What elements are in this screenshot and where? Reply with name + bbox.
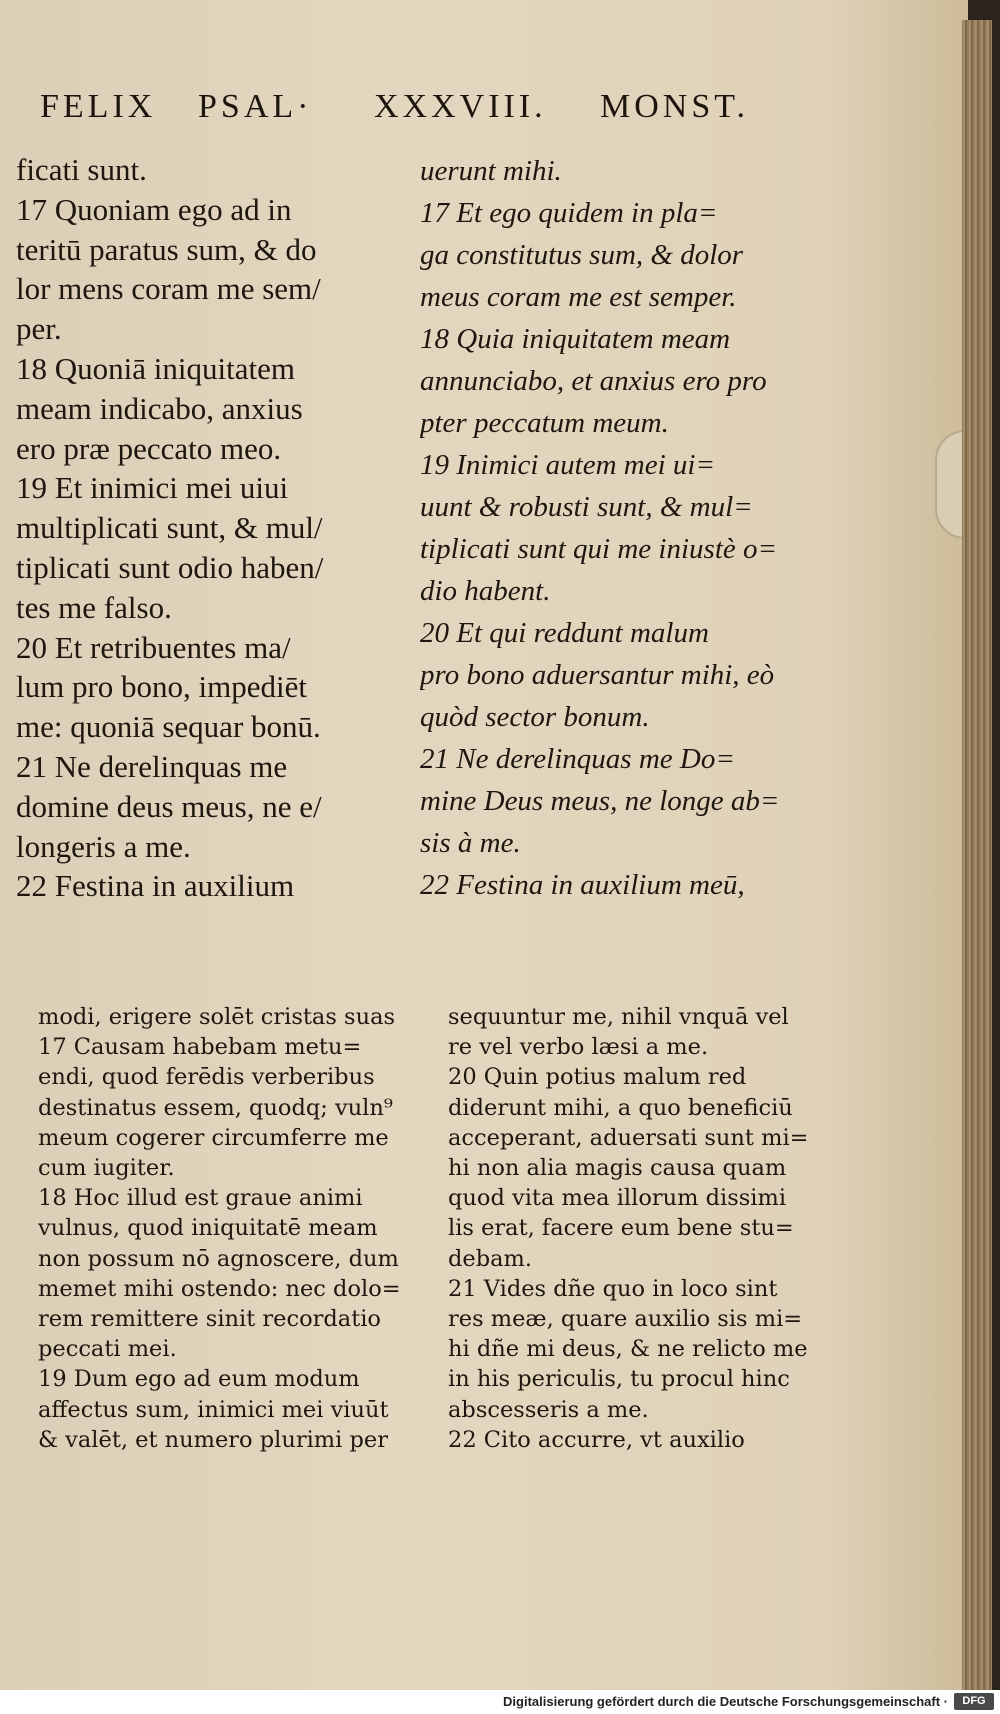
text-line: annunciabo, et anxius ero pro xyxy=(420,365,767,397)
text-line: 17 Causam habebam metu= xyxy=(38,1034,362,1061)
text-line: 20 Et qui reddunt malum xyxy=(420,617,709,649)
header-psal: PSAL· xyxy=(198,88,313,125)
text-line: domine deus meus, ne e/ xyxy=(16,788,322,824)
text-line: 21 Vides dñe quo in loco sint xyxy=(448,1275,778,1302)
text-line: ero præ peccato meo. xyxy=(16,430,282,466)
commentary-left-column xyxy=(38,1002,428,1455)
latin-vulgate-column xyxy=(16,150,396,906)
text-line: 22 Cito accurre, vt auxilio xyxy=(448,1426,745,1453)
text-line: 18 Quia iniquitatem meam xyxy=(420,323,731,355)
text-line: tiplicati sunt odio haben/ xyxy=(16,549,324,585)
text-line: pro bono aduersantur mihi, eò xyxy=(420,659,775,691)
text-line: in his periculis, tu procul hinc xyxy=(448,1366,790,1393)
text-line: uerunt mihi. xyxy=(420,155,562,187)
text-line: acceperant, aduersati sunt mi= xyxy=(448,1124,809,1151)
header-left: FELIX xyxy=(40,88,157,125)
text-line: me: quoniā sequar bonū. xyxy=(16,709,321,745)
text-line: sequuntur me, nihil vnquā vel xyxy=(448,1004,789,1030)
running-header xyxy=(40,88,920,128)
text-line: 22 Festina in auxilium meū, xyxy=(420,869,745,901)
text-line: res meæ, quare auxilio sis mi= xyxy=(448,1306,803,1333)
text-line: modi, erigere solēt cristas suas xyxy=(38,1004,396,1030)
text-line: vulnus, quod iniquitatē meam xyxy=(38,1215,378,1242)
text-line: quod vita mea illorum dissimi xyxy=(448,1185,787,1212)
text-line: longeris a me. xyxy=(16,828,191,864)
text-line: lum pro bono, impediēt xyxy=(16,669,308,705)
text-line: & valēt, et numero plurimi per xyxy=(38,1426,388,1453)
text-line: rem remittere sinit recordatio xyxy=(38,1306,381,1333)
text-line: destinatus essem, quodq; vuln⁹ xyxy=(38,1094,393,1121)
text-line: 22 Festina in auxilium xyxy=(16,868,295,904)
text-line: hi dñe mi deus, & ne relicto me xyxy=(448,1336,808,1363)
text-line: tes me falso. xyxy=(16,589,172,625)
header-right: MONST. xyxy=(600,88,749,125)
text-line: 19 Et inimici mei uiui xyxy=(16,470,289,506)
text-line: abscesseris a me. xyxy=(448,1396,649,1423)
text-line: 18 Hoc illud est graue animi xyxy=(38,1185,363,1212)
text-line: 20 Et retribuentes ma/ xyxy=(16,629,291,665)
dfg-logo: DFG xyxy=(954,1693,994,1710)
text-line: quòd sector bonum. xyxy=(420,701,650,733)
text-line: ga constitutus sum, & dolor xyxy=(420,239,744,271)
text-line: 21 Ne derelinquas me xyxy=(16,748,288,784)
text-line: mine Deus meus, ne longe ab= xyxy=(420,785,780,817)
text-line: dio habent. xyxy=(420,575,551,607)
text-line: peccati mei. xyxy=(38,1336,177,1363)
text-line: memet mihi ostendo: nec dolo= xyxy=(38,1275,401,1302)
text-line: 19 Dum ego ad eum modum xyxy=(38,1366,360,1393)
text-line: meus coram me est semper. xyxy=(420,281,737,313)
text-line: 17 Et ego quidem in pla= xyxy=(420,197,718,229)
text-line: tiplicati sunt qui me iniustè o= xyxy=(420,533,778,565)
text-line: meum cogerer circumferre me xyxy=(38,1124,389,1151)
text-line: diderunt mihi, a quo beneficiū xyxy=(448,1094,793,1121)
text-line: 21 Ne derelinquas me Do= xyxy=(420,743,735,775)
text-line: hi non alia magis causa quam xyxy=(448,1155,787,1182)
text-line: endi, quod ferēdis verberibus xyxy=(38,1064,375,1091)
text-line: re vel verbo læsi a me. xyxy=(448,1034,709,1061)
text-line: 17 Quoniam ego ad in xyxy=(16,191,292,227)
text-line: affectus sum, inimici mei viuūt xyxy=(38,1396,389,1423)
text-line: lor mens coram me sem/ xyxy=(16,271,321,307)
book-fore-edge xyxy=(962,20,992,1690)
header-number: XXXVIII. xyxy=(374,88,547,125)
text-line: multiplicati sunt, & mul/ xyxy=(16,510,323,546)
text-line: 18 Quoniā iniquitatem xyxy=(16,350,295,386)
footer-credit: Digitalisierung gefördert durch die Deutsche Forschungsgemeinschaft · xyxy=(503,1694,948,1709)
text-line: sis à me. xyxy=(420,827,521,859)
text-line: debam. xyxy=(448,1245,533,1272)
latin-translation-column xyxy=(420,150,850,906)
text-line: non possum nō agnoscere, dum xyxy=(38,1245,399,1272)
text-line: cum iugiter. xyxy=(38,1155,175,1182)
text-line: 20 Quin potius malum red xyxy=(448,1064,747,1091)
text-line: 19 Inimici autem mei ui= xyxy=(420,449,716,481)
footer-bar xyxy=(0,1690,1000,1714)
text-line: teritū paratus sum, & do xyxy=(16,231,317,267)
text-line: uunt & robusti sunt, & mul= xyxy=(420,491,753,523)
text-line: pter peccatum meum. xyxy=(420,407,669,439)
text-line: meam indicabo, anxius xyxy=(16,390,303,426)
text-line: ficati sunt. xyxy=(16,152,147,187)
text-line: per. xyxy=(16,311,62,347)
text-line: lis erat, facere eum bene stu= xyxy=(448,1215,794,1242)
commentary-right-column xyxy=(448,1002,868,1455)
